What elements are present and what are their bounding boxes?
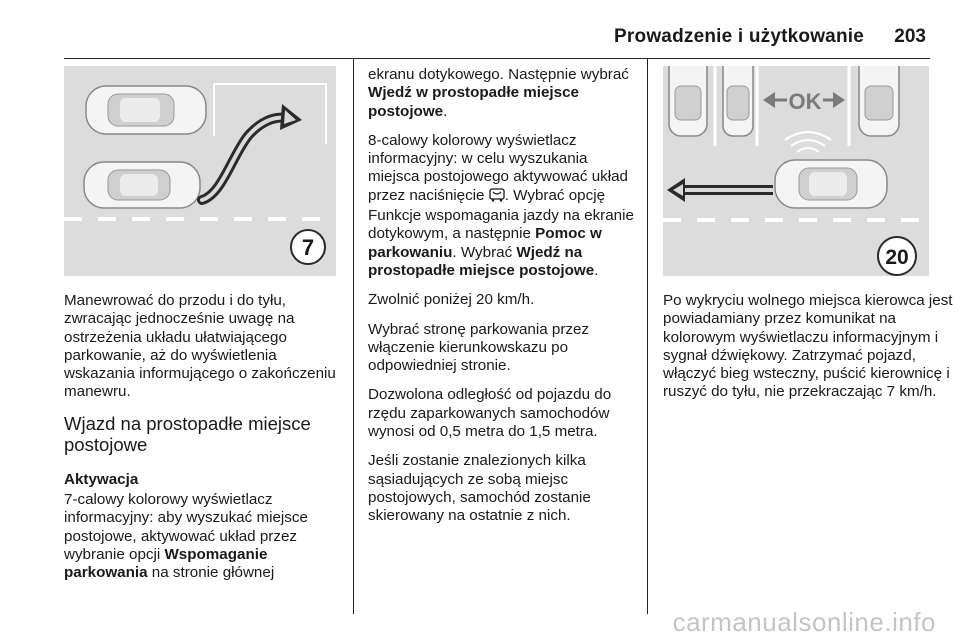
activation-tail: na stronie głównej [147, 564, 275, 582]
col2-p2-bold1: Pomoc w parkowaniu [368, 225, 602, 261]
column-divider-right [647, 58, 648, 614]
watermark: carmanualsonline.info [672, 607, 936, 637]
figure-20-number: 20 [885, 246, 909, 269]
column-1 [64, 292, 346, 594]
activation-text: 7-calowy kolorowy wyświetlacz informacyjny: aby wyszukać miejsce postojowe, aktywować układ przez wybranie opcji [64, 491, 308, 563]
activation-bold: Wspomaganie parkowania [64, 545, 268, 582]
figure-7-number: 7 [301, 235, 315, 260]
ok-label: OK [788, 89, 822, 114]
col2-paragraph-3: Zwolnić poniżej 20 km/h. [368, 291, 535, 309]
col2-paragraph-5: Dozwolona odległość od pojazdu do rzędu zaparkowanych samochodów wynosi od 0,5 metra do 1,5 metra. [368, 386, 612, 441]
figure-7-illustration [64, 66, 336, 276]
page-number: 203 [894, 26, 926, 47]
page-header-title: Prowadzenie i użytkowanie [614, 26, 864, 47]
figure-20-illustration [663, 66, 929, 276]
moving-car [84, 162, 200, 208]
figure-20 [663, 66, 929, 276]
intro-paragraph: Manewrować do przodu i do tyłu, zwracając jednocześnie uwagę na ostrzeżenia układu ułatwiającego parkowanie, aż do wyświetlenia wskazania informującego o zakończeniu manewru. [64, 292, 336, 401]
col2-p2-b: . Wybrać opcję Funkcje wspomagania jazdy na ekranie dotykowym, a następnie [368, 186, 634, 243]
activation-paragraph [64, 491, 346, 582]
section-heading: Wjazd na prostopadłe miejsce postojowe [64, 412, 311, 455]
column-2 [368, 66, 640, 537]
moving-car [775, 160, 887, 208]
figure-7 [64, 66, 336, 276]
col2-p2-a: 8-calowy kolorowy wyświetlacz informacyjny: w celu wyszukania miejsca postojowego aktywować układ przez naciśnięcie [368, 131, 629, 204]
column-3 [663, 292, 953, 413]
col2-p1-text: ekranu dotykowego. Następnie wybrać [368, 66, 629, 83]
header-rule [64, 58, 930, 59]
col2-p1-bold: Wjedź w prostopadłe miejsce postojowe [368, 84, 579, 120]
col2-paragraph-2 [368, 132, 640, 280]
activation-subheading: Aktywacja [64, 470, 139, 488]
col2-paragraph-4: Wybrać stronę parkowania przez włączenie kierunkowskazu po odpowiedniej stronie. [368, 320, 590, 375]
col2-p2-bold2: Wjedź na prostopadłe miejsce postojowe [368, 243, 595, 279]
column-divider-left [353, 58, 354, 614]
parked-car [86, 86, 206, 134]
col2-p2-c: . Wybrać [452, 243, 517, 261]
col2-paragraph-6: Jeśli zostanie znalezionych kilka sąsiadujących ze sobą miejsc postojowych, samochód zostanie skierowany na ostatnie z nich. [368, 452, 591, 525]
col2-paragraph-1 [368, 66, 640, 121]
col2-p1-tail: . [443, 102, 448, 120]
parking-assist-icon [489, 188, 505, 207]
col2-p2-d: . [594, 261, 599, 279]
col3-paragraph-1: Po wykryciu wolnego miejsca kierowca jest powiadamiany przez komunikat na kolorowym wyświetlaczu informacyjnym i sygnał dźwiękowy. Zatrzymać pojazd, włączyć bieg wsteczny, puścić kierownicę i ruszyć do tyłu, nie przekraczając 7 km/h. [663, 292, 953, 401]
